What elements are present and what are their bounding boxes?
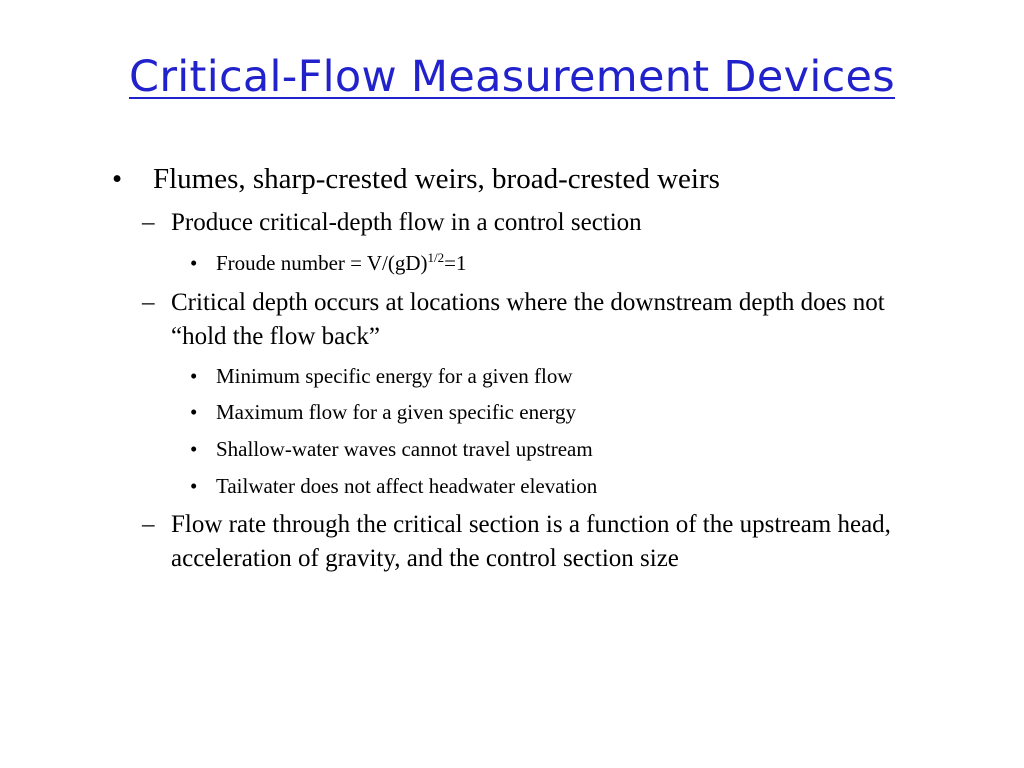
bullet-marker: • bbox=[190, 251, 198, 275]
subsubbullet-froude-number bbox=[216, 251, 467, 276]
subsubbullet-maximum-flow: Maximum flow for a given specific energy bbox=[216, 400, 577, 424]
bullet-marker: • bbox=[112, 163, 123, 195]
dash-marker: – bbox=[142, 289, 155, 316]
subbullet-text-produce-critical-depth: Produce critical-depth flow in a control section bbox=[171, 209, 642, 236]
froude-equals: =1 bbox=[444, 251, 467, 275]
bullet-marker: • bbox=[190, 474, 198, 498]
froude-exponent: 1/2 bbox=[427, 249, 445, 265]
subbullet-text-critical-depth-occurs: Critical depth occurs at locations where the downstream depth does not “hold the flow back” bbox=[171, 289, 885, 350]
froude-text: Froude number = V/(gD) bbox=[216, 251, 428, 275]
dash-marker: – bbox=[142, 511, 155, 538]
subsubbullet-shallow-water-waves: Shallow-water waves cannot travel upstream bbox=[216, 437, 593, 461]
subsubbullet-tailwater: Tailwater does not affect headwater elevation bbox=[216, 474, 598, 498]
subbullet-text-flow-rate: Flow rate through the critical section is a function of the upstream head, acceleration of gravity, and the control section size bbox=[171, 511, 891, 572]
slide-title: Critical-Flow Measurement Devices bbox=[129, 52, 895, 102]
bullet-marker: • bbox=[190, 437, 198, 461]
dash-marker: – bbox=[142, 209, 155, 236]
bullet-marker: • bbox=[190, 364, 198, 388]
subsubbullet-minimum-specific-energy: Minimum specific energy for a given flow bbox=[216, 364, 573, 388]
bullet-text-flumes-weirs: Flumes, sharp-crested weirs, broad-crested weirs bbox=[153, 163, 720, 195]
bullet-marker: • bbox=[190, 400, 198, 424]
